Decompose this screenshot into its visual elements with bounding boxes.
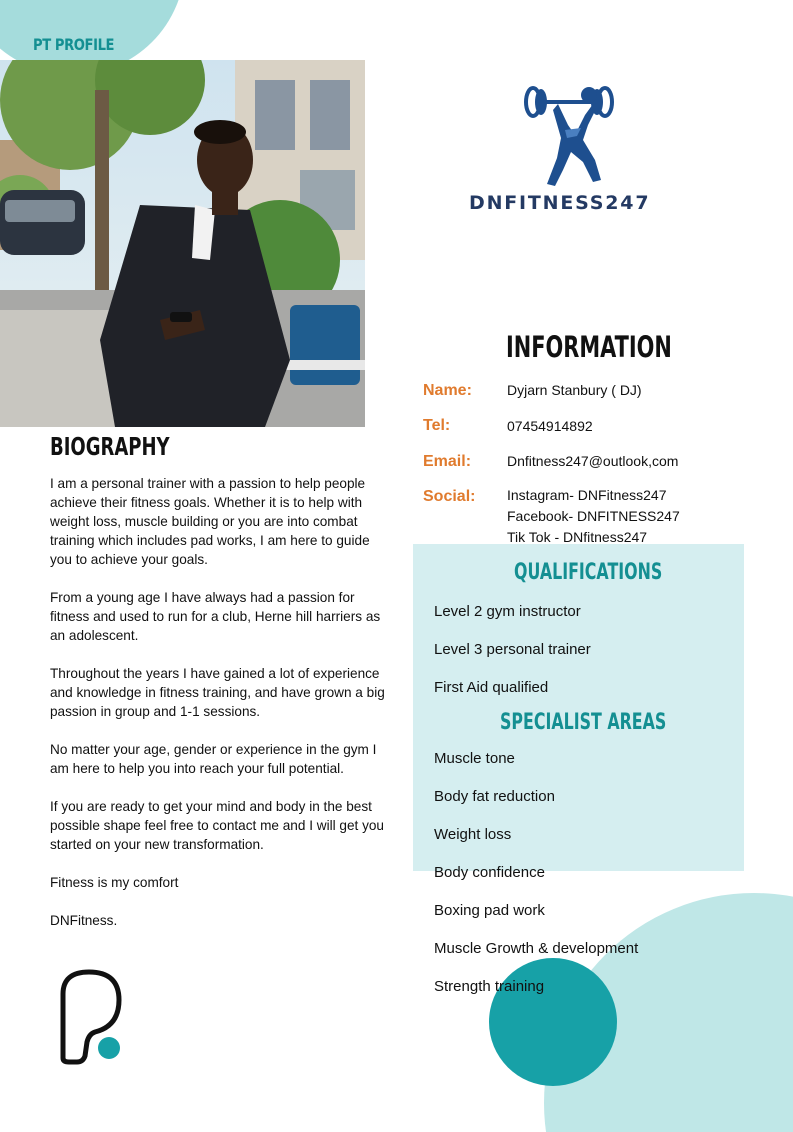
social-tiktok: Tik Tok - DNfitness247 — [507, 529, 648, 545]
brand-name: DNFITNESS247 — [469, 192, 651, 214]
bio-paragraph: From a young age I have always had a passion for fitness and used to run for a club, Herne hill harriers as an adolescent. — [50, 590, 381, 643]
tel-label: Tel: — [423, 417, 451, 434]
bio-paragraph: Throughout the years I have gained a lot of experience and knowledge in fitness training, and have grown a big passion in group and 1-1 sessions. — [50, 666, 385, 719]
bio-paragraph: I am a personal trainer with a passion to help people achieve their fitness goals. Whether it is to help with weight loss, muscle building or you are into combat training which includes pad works, I am here to guide you to achieve your goals. — [50, 476, 370, 567]
specialist-item: Body confidence — [434, 864, 545, 881]
social-facebook: Facebook- DNFITNESS247 — [507, 508, 680, 524]
social-label: Social: — [423, 488, 476, 505]
specialist-item: Muscle tone — [434, 750, 515, 767]
name-value: Dyjarn Stanbury ( DJ) — [507, 382, 642, 398]
social-instagram: Instagram- DNFitness247 — [507, 487, 667, 503]
tel-value: 07454914892 — [507, 418, 593, 434]
specialist-item: Strength training — [434, 978, 545, 995]
section-label: PT PROFILE — [33, 35, 115, 54]
biography-heading: BIOGRAPHY — [50, 432, 170, 461]
specialist-item: Weight loss — [434, 826, 512, 843]
passport-p-icon — [55, 966, 127, 1066]
biography-text — [50, 474, 385, 949]
qualification-item: Level 2 gym instructor — [434, 603, 581, 620]
specialist-item: Boxing pad work — [434, 902, 545, 919]
email-label: Email: — [423, 453, 472, 470]
bio-paragraph: DNFitness. — [50, 913, 118, 928]
specialist-item: Body fat reduction — [434, 788, 555, 805]
information-heading: INFORMATION — [506, 330, 672, 364]
specialist-areas-heading: SPECIALIST AREAS — [500, 710, 667, 735]
specialist-item: Muscle Growth & development — [434, 940, 639, 957]
bio-paragraph: No matter your age, gender or experience in the gym I am here to help you into reach your full potential. — [50, 742, 377, 776]
qualification-item: Level 3 personal trainer — [434, 641, 591, 658]
qualification-item: First Aid qualified — [434, 679, 549, 696]
bio-paragraph: If you are ready to get your mind and body in the best possible shape feel free to contact me and I will get you started on your new transformation. — [50, 799, 384, 852]
qualifications-heading: QUALIFICATIONS — [514, 560, 663, 585]
email-value: Dnfitness247@outlook,com — [507, 453, 679, 469]
trainer-photo — [0, 60, 365, 427]
weightlifter-icon — [513, 80, 623, 190]
name-label: Name: — [423, 382, 472, 399]
bio-paragraph: Fitness is my comfort — [50, 875, 179, 890]
qualifications-panel — [413, 544, 744, 871]
